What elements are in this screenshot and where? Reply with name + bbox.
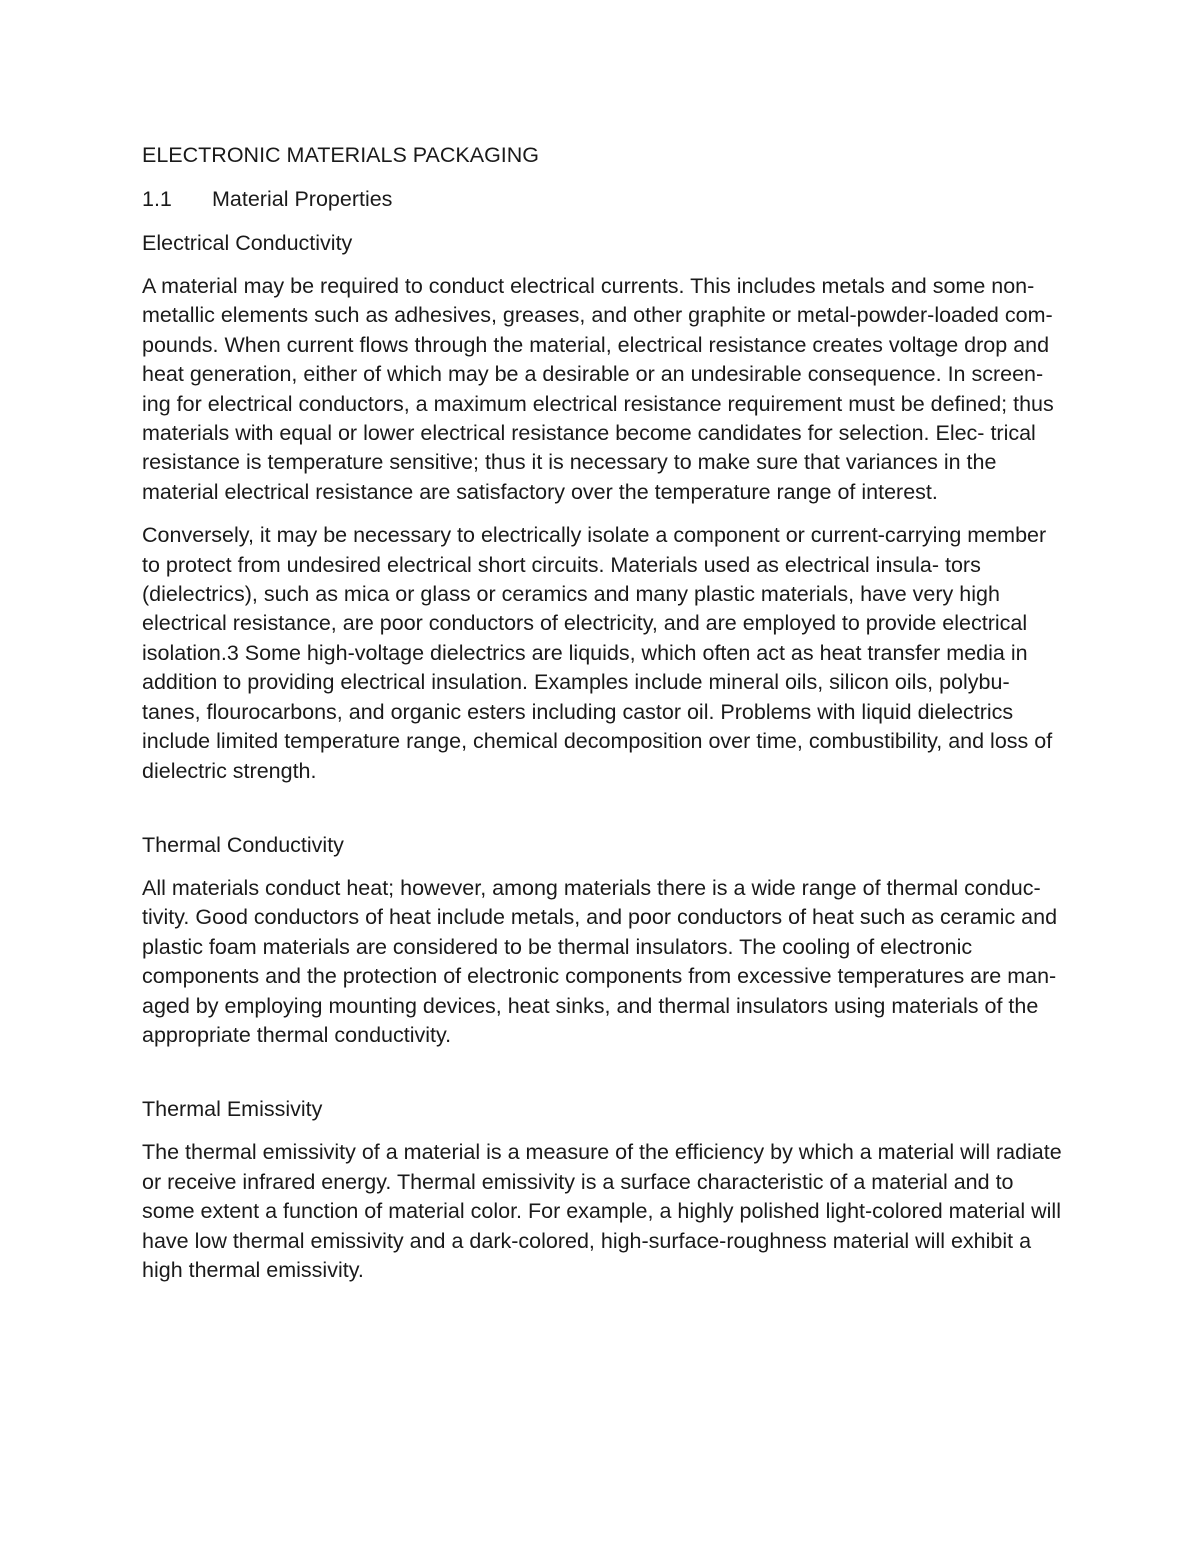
section-title: Material Properties — [212, 187, 393, 211]
paragraph-electrical-conductivity-2: Conversely, it may be necessary to electrically isolate a component or current-carrying member to protect from undesired electrical short circuits. Materials used as electrical insula- tors (dielectrics), such as mica or glass or ceramics and many plastic materials, have very high electrical resistance, are poor conductors of electricity, and are employed to provide electrical isolation.3 Some high-voltage dielectrics are liquids, which often act as heat transfer media in addition to providing electrical insulation. Examples include mineral oils, silicon oils, polybu- tanes, flourocarbons, and organic esters including castor oil. Problems with liquid dielectrics include limited temperature range, chemical decomposition over time, combustibility, and loss of dielectric strength. — [142, 523, 1053, 783]
document-page — [142, 140, 1062, 1299]
heading-thermal-conductivity: Thermal Conductivity — [142, 832, 344, 857]
section-heading — [142, 184, 1062, 214]
section-number: 1.1 — [142, 187, 172, 211]
document-title: ELECTRONIC MATERIALS PACKAGING — [142, 143, 540, 167]
heading-electrical-conductivity: Electrical Conductivity — [142, 231, 353, 255]
paragraph-thermal-conductivity-1: All materials conduct heat; however, among materials there is a wide range of thermal conduc- tivity. Good conductors of heat include metals, and poor conductors of heat such as ceramic and plastic foam materials are considered to be thermal insulators. The cooling of electronic components and the protection of electronic components from excessive temperatures are man- aged by employing mounting devices, heat sinks, and thermal insulators using materials of the appropriate thermal conductivity. — [142, 875, 1058, 1047]
paragraph-electrical-conductivity-1: A material may be required to conduct electrical currents. This includes metals and some non- metallic elements such as adhesives, greases, and other graphite or metal-powder-loaded com- pounds. When current flows through the material, electrical resistance creates voltage drop and heat generation, either of which may be a desirable or an undesirable consequence. In screen- ing for electrical conductors, a maximum electrical resistance requirement must be defined; thus materials with equal or lower electrical resistance become candidates for selection. Elec- trical resistance is temperature sensitive; thus it is necessary to make sure that variances in the material electrical resistance are satisfactory over the temperature range of interest. — [142, 274, 1054, 504]
paragraph-thermal-emissivity-1: The thermal emissivity of a material is a measure of the efficiency by which a material will radiate or receive infrared energy. Thermal emissivity is a surface characteristic of a material and to some extent a function of material color. For example, a highly polished light-colored material will have low thermal emissivity and a dark-colored, high-surface-roughness material will exhibit a high thermal emissivity. — [142, 1140, 1062, 1282]
heading-thermal-emissivity: Thermal Emissivity — [142, 1097, 323, 1122]
